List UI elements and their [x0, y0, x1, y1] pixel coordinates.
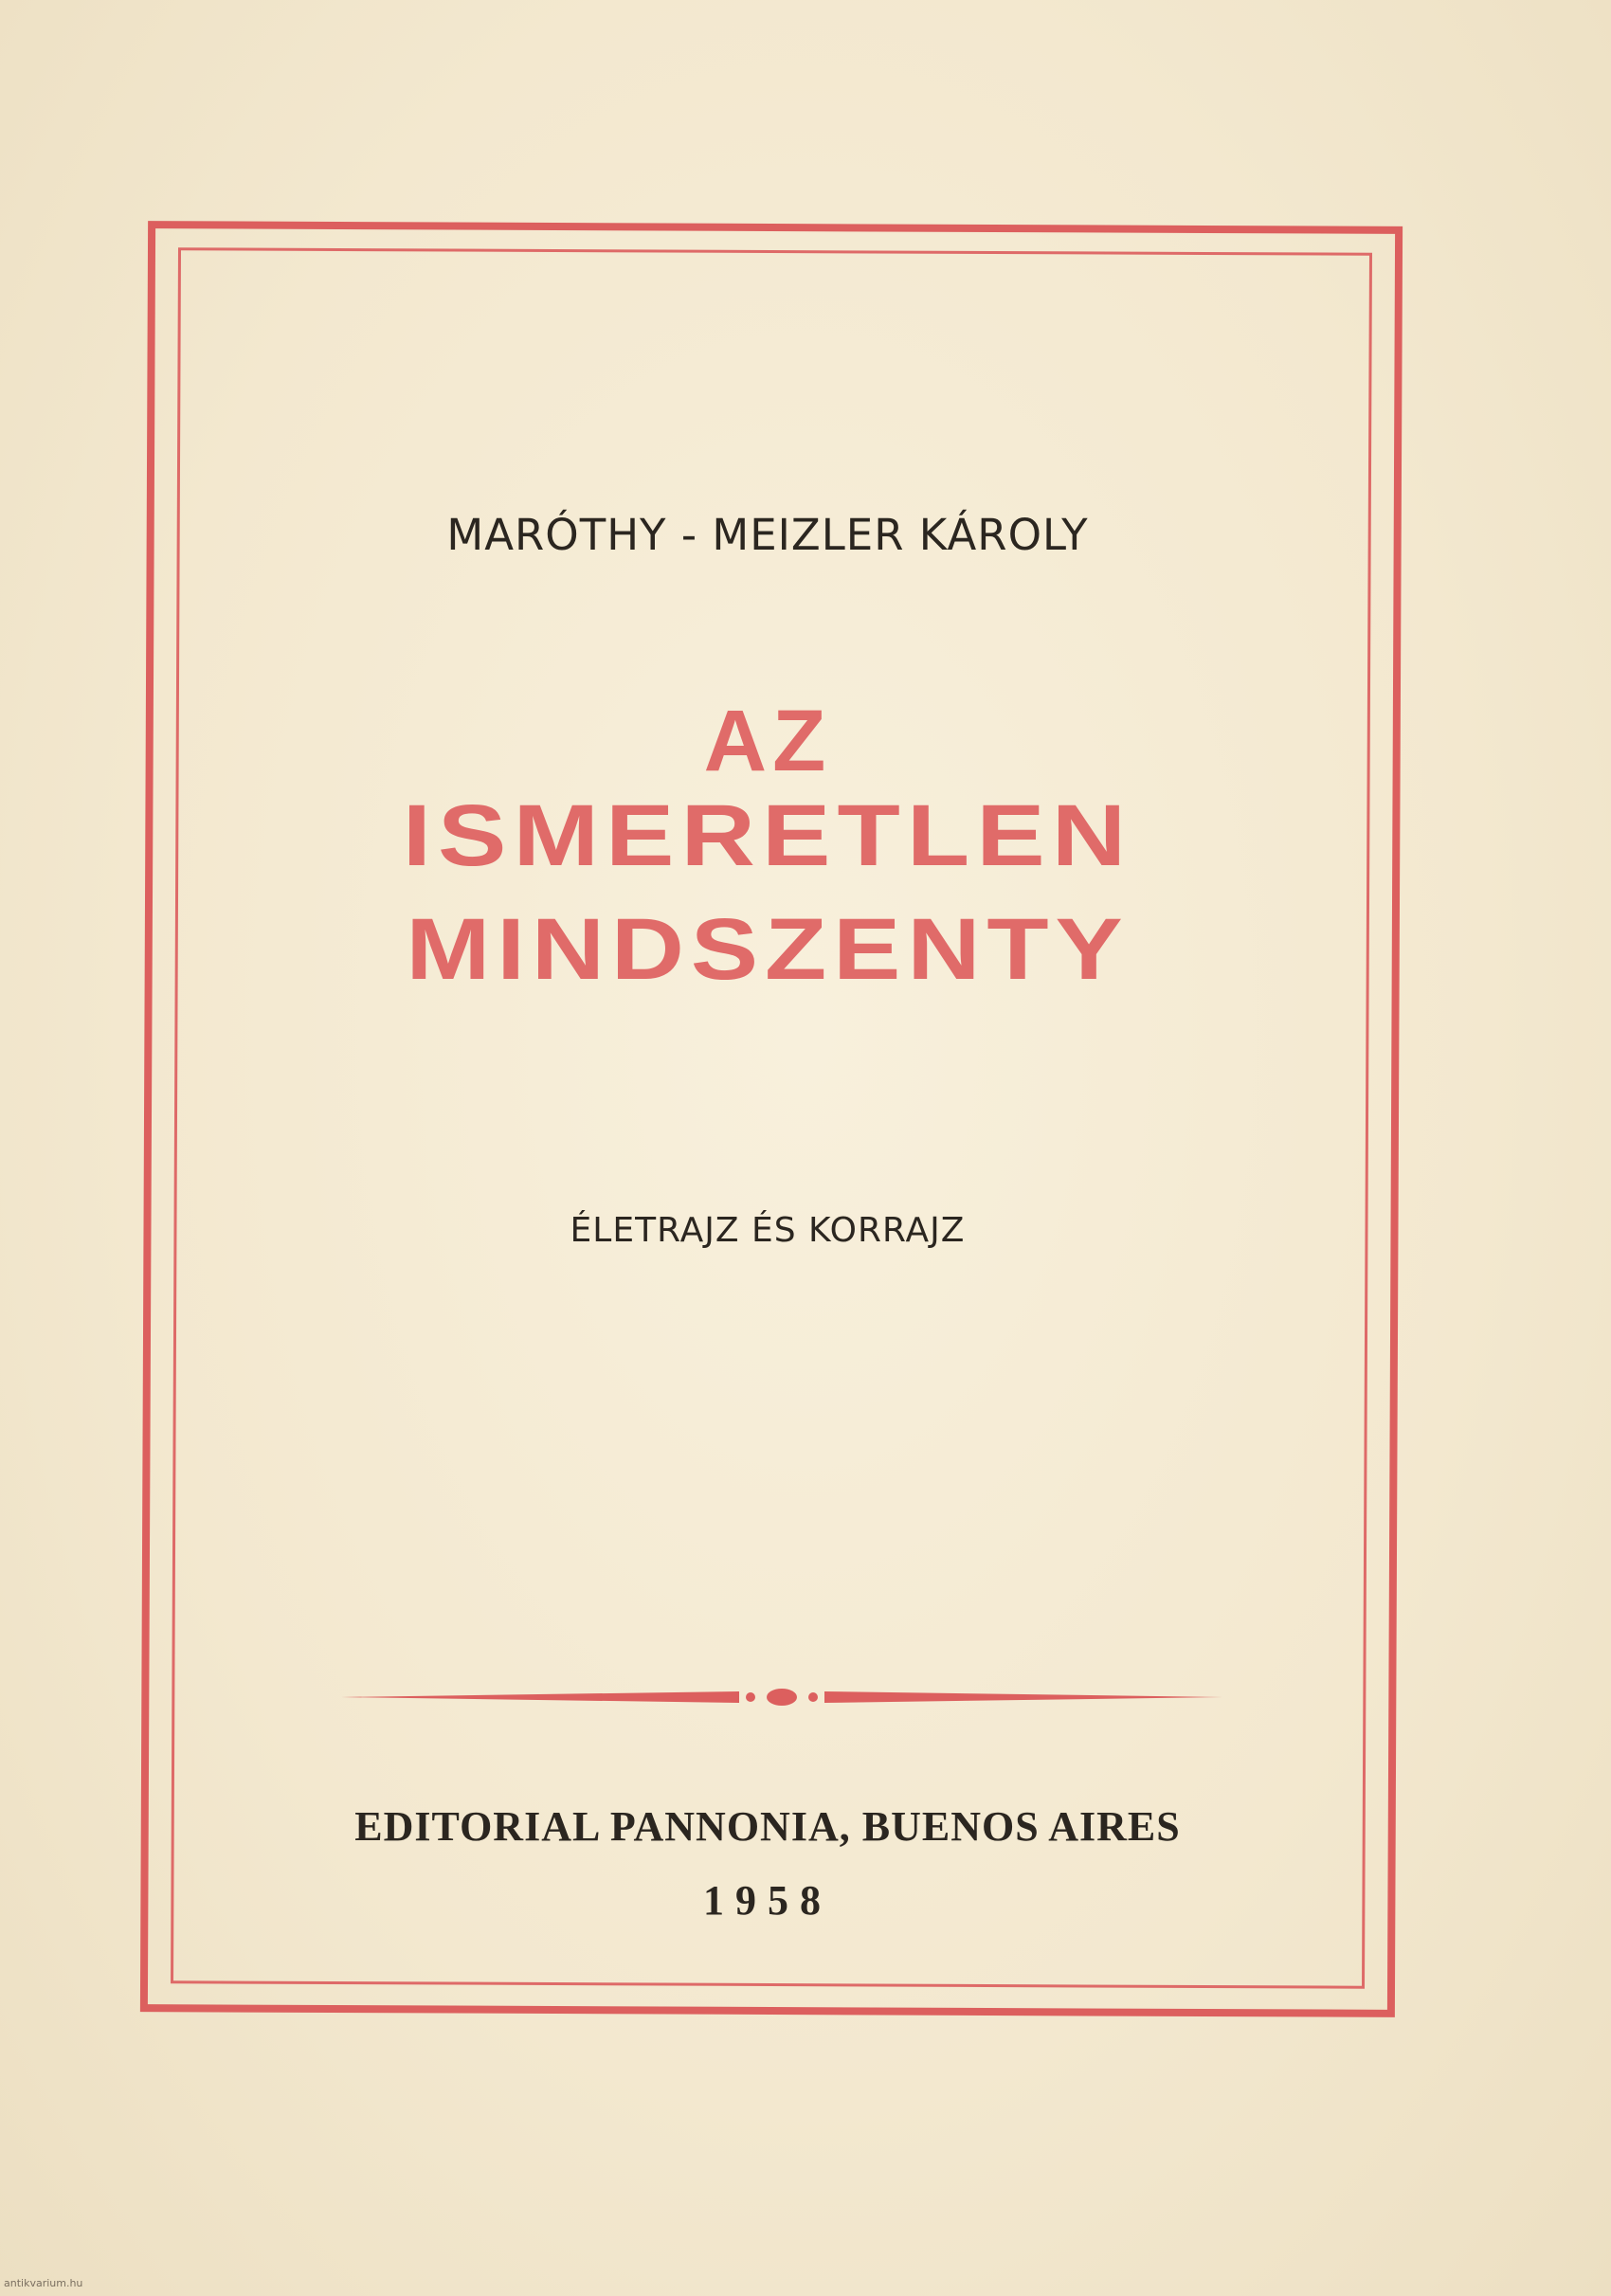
ornament-divider	[341, 1683, 1222, 1711]
watermark: antikvarium.hu	[4, 2277, 83, 2289]
author-name: MARÓTHY - MEIZLER KÁROLY	[446, 510, 1089, 560]
ornament-left-taper	[341, 1691, 739, 1703]
title-line-3: MINDSZENTY	[406, 901, 1130, 998]
inner-red-frame	[171, 247, 1372, 1988]
subtitle: ÉLETRAJZ ÉS KORRAJZ	[570, 1211, 966, 1250]
ornament-dot-left	[746, 1692, 755, 1702]
title-line-1: AZ	[703, 693, 832, 789]
publisher-line: EDITORIAL PANNONIA, BUENOS AIRES	[354, 1803, 1181, 1850]
ornament-dot-right	[808, 1692, 818, 1702]
publication-year: 1958	[703, 1877, 832, 1924]
outer-red-frame	[140, 221, 1403, 2017]
ornament-right-taper	[824, 1691, 1222, 1703]
title-line-2: ISMERETLEN	[402, 787, 1133, 884]
ornament-center-diamond	[767, 1689, 797, 1706]
